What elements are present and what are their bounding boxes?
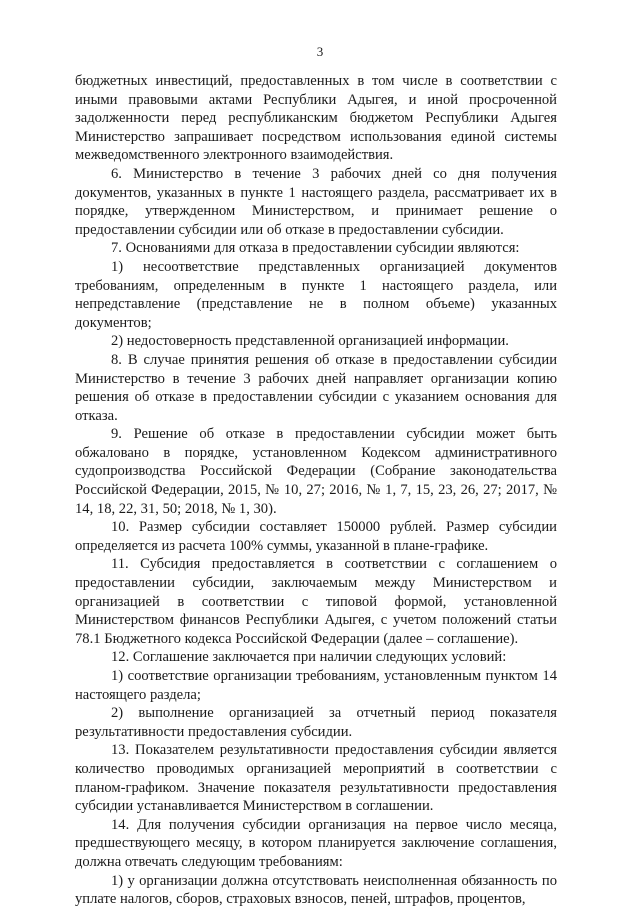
- paragraph-item-14-1: 1) у организации должна отсутствовать неисполненная обязанность по уплате налогов, сборов, страховых взносов, пеней, штрафов, процентов,: [75, 872, 557, 908]
- paragraph-item-11: 11. Субсидия предоставляется в соответствии с соглашением о предоставлении субсидии, заключаемым между Министерством и организацией в соответствии с типовой формой, установленной Министерством финансов Республики Адыгея, с учетом положений статьи 78.1 Бюджетного кодекса Российской Федерации (далее – соглашение).: [75, 556, 557, 647]
- paragraph-item-10: 10. Размер субсидии составляет 150000 рублей. Размер субсидии определяется из расчета 100% суммы, указанной в плане-графике.: [75, 519, 557, 554]
- paragraph-item-14: 14. Для получения субсидии организация на первое число месяца, предшествующего месяцу, в котором планируется заключение соглашения, должна отвечать следующим требованиям:: [75, 816, 557, 870]
- page-number: 3: [316, 44, 324, 59]
- paragraph-item-13: 13. Показателем результативности предоставления субсидии является количество проводимых организацией мероприятий в соответствии с планом-графиком. Значение показателя результативности предоставления субсидии устанавливается Министерством в соглашении.: [75, 742, 557, 815]
- paragraph-item-7-1: 1) несоответствие представленных организацией документов требованиям, определенным в пункте 1 настоящего раздела, или непредставление (представление не в полном объеме) указанных документов;: [75, 258, 557, 331]
- paragraph-continuation: бюджетных инвестиций, предоставленных в том числе в соответствии с иными правовыми актами Республики Адыгея, и иной просроченной задолженности перед республиканским бюджетом Республики Адыгея Министерство запрашивает посредством использования единой системы межведомственного электронного взаимодействия.: [75, 73, 557, 164]
- paragraph-item-9: 9. Решение об отказе в предоставлении субсидии может быть обжаловано в порядке, установленном Кодексом административного судопроизводства Российской Федерации (Собрание законодательства Российской Федерации, 2015, № 10, 27; 2016, № 1, 7, 15, 23, 26, 27; 2017, № 14, 18, 22, 31, 50; 2018, № 1, 30).: [75, 426, 557, 517]
- paragraph-item-7: 7. Основаниями для отказа в предоставлении субсидии являются:: [111, 240, 520, 257]
- paragraph-item-7-2: 2) недостоверность представленной организацией информации.: [111, 333, 509, 350]
- document-body: [75, 72, 557, 909]
- paragraph-item-12-2: 2) выполнение организацией за отчетный период показателя результативности предоставления субсидии.: [75, 705, 557, 740]
- paragraph-item-12: 12. Соглашение заключается при наличии следующих условий:: [111, 649, 507, 666]
- paragraph-item-6: 6. Министерство в течение 3 рабочих дней со дня получения документов, указанных в пункте 1 настоящего раздела, рассматривает их в порядке, утвержденном Министерством, и принимает решение о предоставлении субсидии или об отказе в предоставлении субсидии.: [75, 165, 557, 238]
- paragraph-item-12-1: 1) соответствие организации требованиям, установленным пунктом 14 настоящего раздела;: [75, 668, 557, 703]
- paragraph-item-8: 8. В случае принятия решения об отказе в предоставлении субсидии Министерство в течение 3 рабочих дней направляет организации копию решения об отказе в предоставлении субсидии с указанием основания для отказа.: [75, 351, 557, 424]
